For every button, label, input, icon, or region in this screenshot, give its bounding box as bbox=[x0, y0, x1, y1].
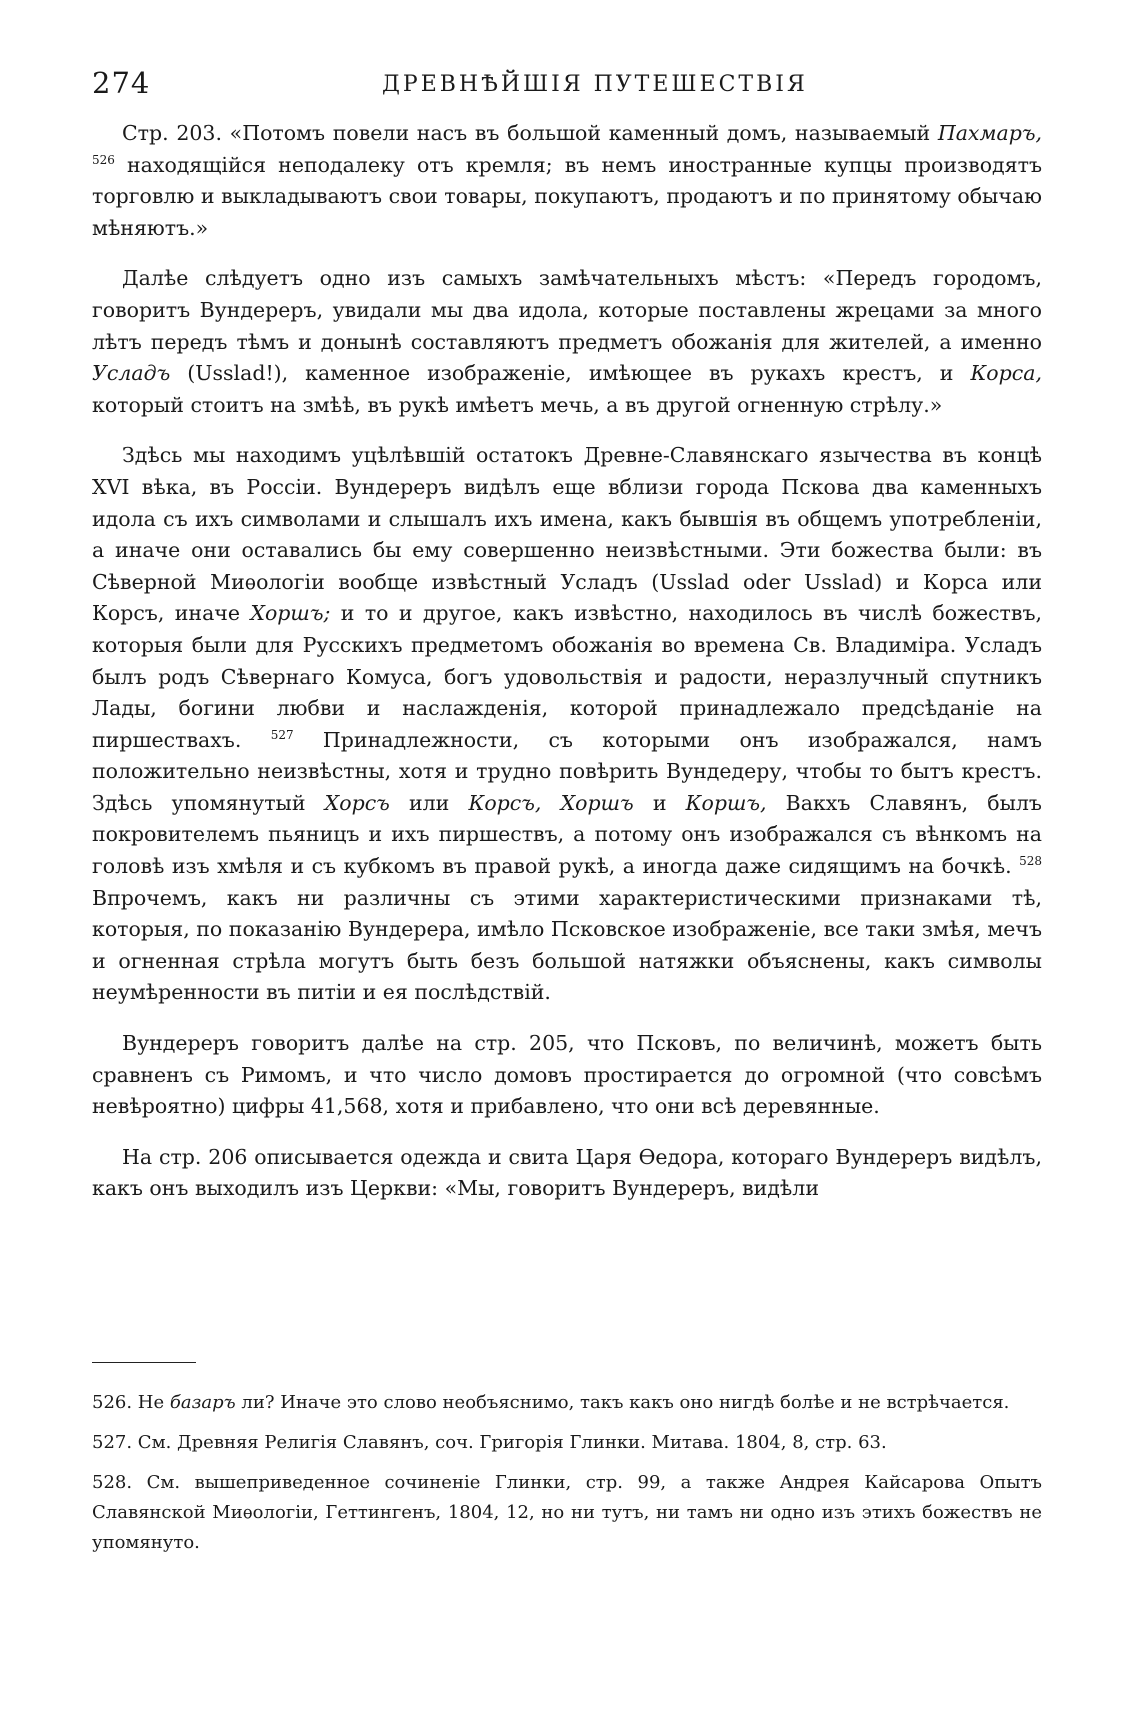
text-run: который стоитъ на змѣѣ, въ рукѣ имѣетъ мечь, а въ другой огненную стрѣлу.» bbox=[92, 392, 943, 417]
footnote bbox=[92, 1428, 1042, 1458]
footnote-ref: 527 bbox=[270, 727, 294, 742]
page-header bbox=[92, 66, 1044, 106]
text-run: На стр. 206 описывается одежда и свита Царя Ѳедора, котораго Вундереръ видѣлъ, какъ онъ выходилъ изъ Церкви: «Мы, говоритъ Вундереръ, видѣли bbox=[92, 1144, 1042, 1201]
footnotes bbox=[92, 1388, 1042, 1558]
text-run: Впрочемъ, какъ ни различны съ этими характеристическими признаками тѣ, которыя, по показанію Вундерера, имѣло Псковское изображеніе, все таки змѣя, мечъ и огненная стрѣла могутъ быть безъ большой натяжки объяснены, какъ символы неумѣренности въ питіи и ея послѣдствій. bbox=[92, 885, 1042, 1005]
text-run: 526. Не bbox=[92, 1392, 170, 1413]
footnote-ref: 528 bbox=[1019, 854, 1042, 869]
paragraph bbox=[92, 263, 1042, 421]
paragraph bbox=[92, 1028, 1042, 1123]
text-run: Стр. 203. «Потомъ повели насъ въ большой каменный домъ, называемый bbox=[122, 121, 938, 145]
text-run: и то и другое, какъ извѣстно, находилось въ числѣ божествъ, которыя были для Русскихъ предметомъ обожанія во времена Св. Владиміра. Усладъ былъ родъ Сѣвернаго Комуса, богъ удовольствія и радости, неразлучный спутникъ Лады, богини любви и наслажденія, которой принадлежало предсѣданіе на пиршествахъ. bbox=[92, 601, 1043, 752]
text-run: Принадлежности, съ которыми онъ изображался, намъ положительно неизвѣстны, хотя и трудно повѣрить Вундедеру, чтобы то бытъ крестъ. Здѣсь упомянутый bbox=[92, 727, 1042, 815]
italic-text: Пахмаръ, bbox=[937, 121, 1042, 145]
italic-text: Корсъ, Хоршъ bbox=[468, 790, 634, 815]
body-text bbox=[92, 118, 1042, 1224]
footnote-ref: 526 bbox=[92, 152, 115, 167]
text-run: 528. См. вышеприведенное сочиненіе Глинки, стр. 99, а также Андрея Кайсарова Опытъ Славянской Миѳологіи, Геттингенъ, 1804, 12, но ни тутъ, ни тамъ ни одно изъ этихъ божествъ не упомянуто. bbox=[92, 1472, 1042, 1553]
text-run: Далѣе слѣдуетъ одно изъ самыхъ замѣчательныхъ мѣстъ: «Передъ городомъ, говоритъ Вундереръ, увидали мы два идола, которые поставлены жрецами за много лѣтъ передъ тѣмъ и донынѣ составляютъ предметъ обожанія для жителей, а именно bbox=[92, 266, 1042, 354]
italic-text: базаръ bbox=[169, 1392, 236, 1413]
italic-text: Корса, bbox=[970, 361, 1042, 386]
paragraph bbox=[92, 1142, 1042, 1205]
text-run: ли? Иначе это слово необъяснимо, такъ какъ оно нигдѣ болѣе и не встрѣчается. bbox=[235, 1392, 1010, 1413]
text-run: Вакхъ Славянъ, былъ покровителемъ пьяницъ и ихъ пиршествъ, а потому онъ изображался съ вѣнкомъ на головѣ изъ хмѣля и съ кубкомъ въ правой рукѣ, а иногда даже сидящимъ на бочкѣ. bbox=[92, 790, 1042, 879]
italic-text: Усладъ bbox=[92, 361, 171, 386]
footnote bbox=[92, 1388, 1042, 1418]
text-run: и bbox=[633, 790, 686, 815]
paragraph bbox=[92, 118, 1042, 244]
text-run: Здѣсь мы находимъ уцѣлѣвшій остатокъ Древне-Славянскаго язычества въ концѣ XVI вѣка, въ Россіи. Вундереръ видѣлъ еще вблизи города Пскова два каменныхъ идола съ ихъ символами и слышалъ ихъ имена, какъ бывшія въ общемъ употребленіи, а иначе они оставались бы ему совершенно неизвѣстными. Эти божества были: въ Сѣверной Миѳологіи вообще извѣстный Усладъ (Usslad oder Usslad) и Корса или Корсъ, иначе bbox=[92, 443, 1042, 626]
italic-text: Хоршъ; bbox=[250, 601, 331, 626]
italic-text: Хорсъ bbox=[324, 790, 390, 815]
text-run: 527. См. Древняя Религія Славянъ, соч. Григорія Глинки. Митава. 1804, 8, стр. 63. bbox=[92, 1432, 887, 1453]
footnote-rule bbox=[92, 1362, 196, 1363]
text-run: (Usslad!), каменное изображеніе, имѣющее въ рукахъ крестъ, и bbox=[170, 361, 971, 386]
italic-text: Коршъ, bbox=[685, 790, 767, 815]
running-title: ДРЕВНѢЙШІЯ ПУТЕШЕСТВІЯ bbox=[382, 72, 808, 97]
text-run: находящійся неподалеку отъ кремля; въ немъ иностранные купцы производятъ торговлю и выкладываютъ свои товары, покупаютъ, продаютъ и по принятому обычаю мѣняютъ.» bbox=[92, 152, 1042, 240]
text-run: Вундереръ говоритъ далѣе на стр. 205, что Псковъ, по величинѣ, можетъ быть сравненъ съ Римомъ, и что число домовъ простирается до огромной (что совсѣмъ невѣроятно) цифры 41,568, хотя и прибавлено, что они всѣ деревянные. bbox=[92, 1031, 1042, 1119]
text-run: или bbox=[389, 790, 469, 815]
paragraph bbox=[92, 440, 1042, 1009]
footnote bbox=[92, 1468, 1042, 1558]
page-number: 274 bbox=[92, 66, 151, 100]
